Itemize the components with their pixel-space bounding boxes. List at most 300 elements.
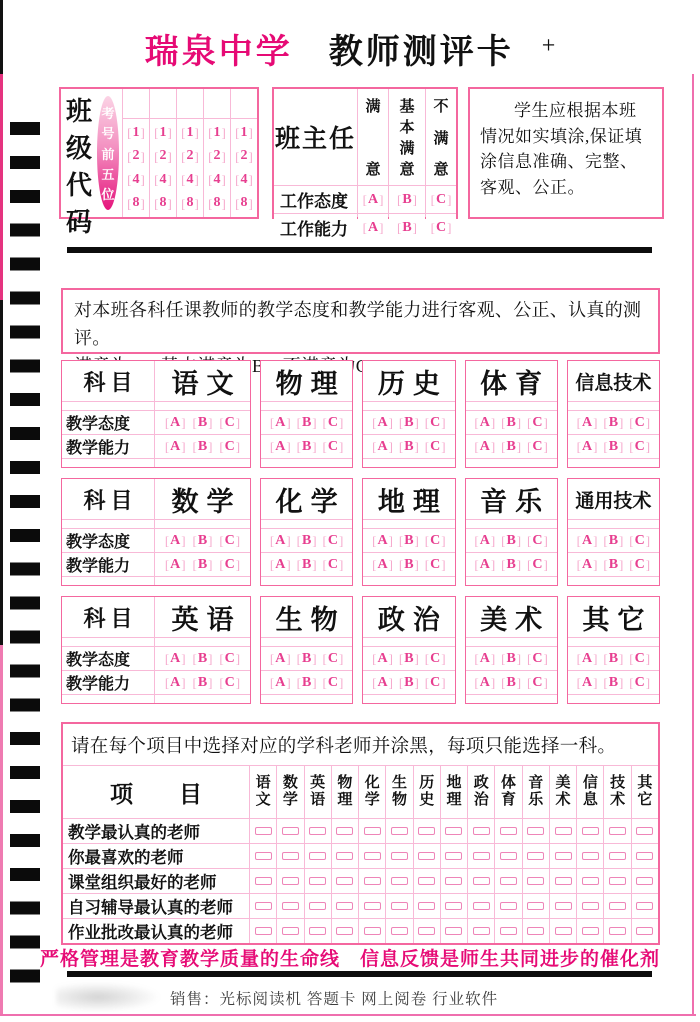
mark-bubble[interactable] — [636, 927, 653, 935]
class-code-label — [61, 89, 97, 237]
choice-cell — [386, 919, 412, 943]
subject-block-物理 — [260, 360, 353, 468]
mark-bubble[interactable] — [418, 852, 435, 860]
eval-bubble-A[interactable]: [ A ] — [576, 532, 598, 548]
mark-bubble[interactable] — [391, 902, 408, 910]
option-cell — [261, 671, 352, 694]
mark-bubble[interactable] — [391, 927, 408, 935]
eval-bubble-B[interactable]: [ B ] — [603, 532, 624, 548]
mark-bubble[interactable] — [555, 877, 572, 885]
mark-bubble[interactable] — [473, 927, 490, 935]
mark-bubble[interactable] — [336, 827, 353, 835]
subject-name: 物理 — [261, 361, 352, 401]
ht-row-label: 工作能力 — [274, 214, 357, 241]
eval-bubble-C[interactable]: [ C ] — [322, 414, 344, 430]
mark-bubble[interactable] — [527, 877, 544, 885]
eval-bubble-B[interactable]: [ B ] — [501, 438, 522, 454]
eval-bubble-A[interactable]: [ A ] — [372, 414, 393, 430]
subject-block-音乐 — [465, 478, 558, 586]
eval-bubble-C[interactable]: [ C ] — [424, 414, 446, 430]
choice-cell — [277, 869, 303, 893]
subject-block-美术 — [465, 596, 558, 704]
eval-bubble-A[interactable]: [ A ] — [372, 674, 393, 690]
eval-bubble-C[interactable]: [ C ] — [322, 650, 344, 666]
choice-cell — [468, 819, 494, 843]
subject-name: 历史 — [363, 361, 454, 401]
mark-bubble[interactable] — [418, 827, 435, 835]
eval-bubble-C[interactable]: [ C ] — [629, 414, 651, 430]
mark-bubble[interactable] — [391, 852, 408, 860]
choice-cell — [632, 894, 658, 918]
eval-bubble-C[interactable]: [ C ] — [322, 556, 344, 572]
char: 基 — [399, 99, 415, 115]
eval-bubble-B[interactable]: [ B ] — [192, 674, 213, 690]
mark-bubble[interactable] — [418, 877, 435, 885]
choice-cell — [386, 844, 412, 868]
eval-bubble-A[interactable]: [ A ] — [372, 532, 393, 548]
mark-bubble[interactable] — [255, 852, 272, 860]
mark-bubble[interactable] — [364, 927, 381, 935]
eval-bubble-C[interactable]: [ C ] — [424, 438, 446, 454]
eval-bubble-B[interactable]: [ B ] — [398, 532, 419, 548]
mark-bubble[interactable] — [255, 877, 272, 885]
head-teacher-title: 班主任 — [274, 89, 357, 185]
subject-block-英语 — [61, 596, 251, 704]
choice-cell — [495, 894, 521, 918]
spacer-cell — [62, 520, 154, 528]
mark-bubble[interactable] — [391, 877, 408, 885]
mark-bubble[interactable] — [309, 927, 326, 935]
code-bubble-1[interactable]: [ 1 ] — [181, 124, 199, 141]
code-bubble-8[interactable]: [ 8 ] — [181, 195, 199, 211]
choice-col-化学: 化学 — [359, 766, 385, 818]
spacer-cell — [568, 577, 659, 585]
eval-bubble-B[interactable]: [ B ] — [603, 438, 624, 454]
eval-bubble-A[interactable]: [ A ] — [269, 650, 291, 666]
mark-bubble[interactable] — [282, 827, 299, 835]
code-bubble-1[interactable]: [ 1 ] — [235, 124, 253, 141]
code-write-cell[interactable] — [231, 89, 257, 119]
mark-bubble[interactable] — [582, 927, 599, 935]
timing-marks-column — [10, 122, 40, 983]
choice-cell — [577, 819, 603, 843]
subject-block-通用技术 — [567, 478, 660, 586]
mark-bubble[interactable] — [555, 852, 572, 860]
school-name: 瑞泉中学 — [144, 34, 293, 71]
eval-bubble-C[interactable]: [ C ] — [424, 532, 446, 548]
choice-cell — [277, 919, 303, 943]
mark-bubble[interactable] — [609, 827, 626, 835]
subject-block-历史 — [362, 360, 455, 468]
code-bubble-1[interactable]: [ 1 ] — [154, 124, 172, 141]
choice-cell — [468, 869, 494, 893]
mark-bubble[interactable] — [364, 877, 381, 885]
choice-cell — [632, 844, 658, 868]
code-bubble-2[interactable]: [ 2 ] — [235, 148, 253, 164]
eval-bubble-B[interactable]: [ B ] — [296, 650, 317, 666]
choice-cell — [604, 819, 630, 843]
mark-bubble[interactable] — [364, 852, 381, 860]
subject-block-政治 — [362, 596, 455, 704]
eval-bubble-B[interactable]: [ B ] — [603, 674, 624, 690]
option-cell — [155, 435, 250, 458]
spacer-cell — [261, 520, 352, 528]
spacer-cell — [261, 459, 352, 467]
choice-cell — [604, 844, 630, 868]
subject-name: 美术 — [466, 597, 557, 637]
eval-bubble-C[interactable]: [ C ] — [629, 532, 651, 548]
mark-bubble[interactable] — [309, 852, 326, 860]
code-bubble-4[interactable]: [ 4 ] — [181, 171, 199, 188]
ht-bubble-C[interactable]: [ C ] — [430, 191, 452, 207]
eval-bubble-A[interactable]: [ A ] — [576, 556, 598, 572]
choice-cell — [577, 869, 603, 893]
eval-bubble-C[interactable]: [ C ] — [219, 556, 241, 572]
choice-cell — [550, 844, 576, 868]
choice-cell — [441, 919, 467, 943]
mark-bubble[interactable] — [527, 852, 544, 860]
eval-bubble-B[interactable]: [ B ] — [398, 438, 419, 454]
eval-bubble-A[interactable]: [ A ] — [164, 414, 186, 430]
spacer-cell — [363, 638, 454, 646]
eval-bubble-B[interactable]: [ B ] — [296, 438, 317, 454]
mark-bubble[interactable] — [500, 827, 517, 835]
choice-cell — [632, 919, 658, 943]
eval-bubble-C[interactable]: [ C ] — [527, 414, 548, 430]
mark-bubble[interactable] — [555, 927, 572, 935]
char: 级 — [65, 134, 92, 163]
mark-bubble[interactable] — [527, 827, 544, 835]
choice-cell — [523, 819, 549, 843]
mark-bubble[interactable] — [609, 877, 626, 885]
right-edge-line — [692, 74, 694, 1015]
mark-bubble[interactable] — [473, 902, 490, 910]
mark-bubble[interactable] — [364, 902, 381, 910]
code-bubble-2[interactable]: [ 2 ] — [181, 148, 199, 164]
eval-bubble-A[interactable]: [ A ] — [164, 556, 186, 572]
mark-bubble[interactable] — [445, 877, 462, 885]
spacer-cell — [568, 695, 659, 703]
choice-cell — [414, 894, 440, 918]
choice-cell — [332, 869, 358, 893]
eval-bubble-B[interactable]: [ B ] — [603, 650, 624, 666]
eval-bubble-A[interactable]: [ A ] — [576, 674, 598, 690]
ht-bubble-A[interactable]: [ A ] — [362, 191, 384, 207]
eval-bubble-C[interactable]: [ C ] — [527, 438, 548, 454]
code-write-cell[interactable] — [150, 89, 176, 119]
eval-bubble-C[interactable]: [ C ] — [629, 556, 651, 572]
option-cell — [363, 647, 454, 670]
spacer-cell — [568, 638, 659, 646]
mark-bubble[interactable] — [309, 902, 326, 910]
subject-corner-label: 科目 — [62, 361, 154, 401]
mark-bubble[interactable] — [336, 852, 353, 860]
eval-bubble-B[interactable]: [ B ] — [296, 556, 317, 572]
eval-bubble-B[interactable]: [ B ] — [398, 674, 419, 690]
eval-bubble-A[interactable]: [ A ] — [576, 438, 598, 454]
choice-cell — [495, 919, 521, 943]
mark-bubble[interactable] — [282, 877, 299, 885]
eval-bubble-A[interactable]: [ A ] — [164, 438, 186, 454]
eval-bubble-C[interactable]: [ C ] — [629, 438, 651, 454]
choice-cell — [441, 819, 467, 843]
mark-bubble[interactable] — [500, 877, 517, 885]
choice-col-数学: 数学 — [277, 766, 303, 818]
mark-bubble[interactable] — [473, 852, 490, 860]
mark-bubble[interactable] — [636, 827, 653, 835]
mark-bubble[interactable] — [336, 902, 353, 910]
spacer-cell — [363, 695, 454, 703]
choice-cell — [386, 894, 412, 918]
code-digits — [231, 119, 257, 217]
mark-bubble[interactable] — [445, 927, 462, 935]
eval-bubble-A[interactable]: [ A ] — [164, 532, 186, 548]
eval-bubble-C[interactable]: [ C ] — [219, 532, 241, 548]
mark-bubble[interactable] — [527, 927, 544, 935]
mark-bubble[interactable] — [309, 877, 326, 885]
eval-bubble-B[interactable]: [ B ] — [501, 650, 522, 666]
subject-name: 其它 — [568, 597, 659, 637]
mark-bubble[interactable] — [282, 927, 299, 935]
choice-cell — [250, 844, 276, 868]
eval-bubble-B[interactable]: [ B ] — [501, 674, 522, 690]
eval-bubble-B[interactable]: [ B ] — [192, 650, 213, 666]
eval-bubble-C[interactable]: [ C ] — [424, 556, 446, 572]
eval-bubble-A[interactable]: [ A ] — [372, 650, 393, 666]
code-bubble-1[interactable]: [ 1 ] — [208, 124, 226, 141]
mark-bubble[interactable] — [473, 877, 490, 885]
class-code-columns — [122, 89, 257, 217]
mark-bubble[interactable] — [555, 827, 572, 835]
mark-bubble[interactable] — [582, 827, 599, 835]
mark-bubble[interactable] — [255, 827, 272, 835]
separator-bar-top — [67, 247, 652, 253]
ht-col-header-3 — [426, 89, 456, 185]
mark-bubble[interactable] — [309, 827, 326, 835]
choice-cell — [305, 844, 331, 868]
choice-cell — [523, 919, 549, 943]
option-cell — [155, 671, 250, 694]
code-bubble-2[interactable]: [ 2 ] — [127, 148, 145, 164]
eval-bubble-C[interactable]: [ C ] — [219, 438, 241, 454]
spacer-cell — [62, 638, 154, 646]
choice-cell — [523, 844, 549, 868]
choice-row-label: 课堂组织最好的老师 — [63, 869, 249, 893]
eval-bubble-A[interactable]: [ A ] — [474, 650, 496, 666]
eval-bubble-A[interactable]: [ A ] — [269, 438, 291, 454]
eval-bubble-A[interactable]: [ A ] — [372, 556, 393, 572]
eval-bubble-C[interactable]: [ C ] — [322, 674, 344, 690]
footer-text: 销售：光标阅读机 答题卡 网上阅卷 行业软件 — [170, 991, 499, 1008]
eval-bubble-C[interactable]: [ C ] — [629, 650, 651, 666]
mark-bubble[interactable] — [445, 852, 462, 860]
code-bubble-4[interactable]: [ 4 ] — [235, 171, 253, 188]
eval-bubble-A[interactable]: [ A ] — [164, 650, 186, 666]
eval-bubble-B[interactable]: [ B ] — [501, 532, 522, 548]
mark-bubble[interactable] — [445, 827, 462, 835]
code-digits — [204, 119, 230, 217]
choice-cell — [468, 894, 494, 918]
subject-block-化学 — [260, 478, 353, 586]
eval-bubble-C[interactable]: [ C ] — [219, 650, 241, 666]
code-bubble-4[interactable]: [ 4 ] — [208, 171, 226, 188]
code-bubble-8[interactable]: [ 8 ] — [127, 195, 145, 211]
mark-bubble[interactable] — [582, 877, 599, 885]
eval-bubble-A[interactable]: [ A ] — [372, 438, 393, 454]
eval-bubble-C[interactable]: [ C ] — [629, 674, 651, 690]
eval-bubble-C[interactable]: [ C ] — [527, 650, 548, 666]
eval-bubble-B[interactable]: [ B ] — [398, 414, 419, 430]
eval-bubble-C[interactable]: [ C ] — [322, 438, 344, 454]
code-bubble-2[interactable]: [ 2 ] — [208, 148, 226, 164]
choice-col-物理: 物理 — [332, 766, 358, 818]
eval-bubble-C[interactable]: [ C ] — [219, 674, 241, 690]
code-write-cell[interactable] — [204, 89, 230, 119]
mark-bubble[interactable] — [255, 902, 272, 910]
char: 本 — [399, 120, 415, 136]
spacer-cell — [363, 402, 454, 410]
choice-cell — [414, 919, 440, 943]
subject-name: 信息技术 — [568, 361, 659, 401]
subject-block-地理 — [362, 478, 455, 586]
eval-bubble-A[interactable]: [ A ] — [474, 414, 496, 430]
choice-col-生物: 生物 — [386, 766, 412, 818]
subject-name: 语文 — [155, 361, 250, 401]
eval-bubble-C[interactable]: [ C ] — [219, 414, 241, 430]
eval-bubble-B[interactable]: [ B ] — [192, 556, 213, 572]
eval-bubble-B[interactable]: [ B ] — [603, 556, 624, 572]
eval-bubble-A[interactable]: [ A ] — [474, 438, 496, 454]
mark-bubble[interactable] — [636, 902, 653, 910]
eval-bubble-C[interactable]: [ C ] — [424, 650, 446, 666]
eval-bubble-B[interactable]: [ B ] — [501, 556, 522, 572]
mark-bubble[interactable] — [555, 902, 572, 910]
eval-bubble-B[interactable]: [ B ] — [192, 414, 213, 430]
eval-bubble-B[interactable]: [ B ] — [192, 532, 213, 548]
eval-bubble-C[interactable]: [ C ] — [527, 556, 548, 572]
mark-bubble[interactable] — [282, 852, 299, 860]
mark-bubble[interactable] — [336, 877, 353, 885]
eval-row-label: 教学态度 — [62, 411, 154, 434]
eval-bubble-A[interactable]: [ A ] — [269, 414, 291, 430]
code-column-2 — [150, 89, 176, 217]
code-bubble-4[interactable]: [ 4 ] — [127, 171, 145, 188]
spacer-cell — [155, 520, 250, 528]
mark-bubble[interactable] — [636, 877, 653, 885]
spacer-cell — [62, 459, 154, 467]
eval-bubble-A[interactable]: [ A ] — [164, 674, 186, 690]
choice-cell — [359, 819, 385, 843]
subject-band-3 — [61, 596, 660, 704]
eval-bubble-B[interactable]: [ B ] — [501, 414, 522, 430]
option-cell — [568, 435, 659, 458]
mark-bubble[interactable] — [609, 902, 626, 910]
option-cell — [261, 553, 352, 576]
subject-name: 数学 — [155, 479, 250, 519]
choice-col-历史: 历史 — [414, 766, 440, 818]
eval-bubble-A[interactable]: [ A ] — [576, 650, 598, 666]
eval-bubble-A[interactable]: [ A ] — [474, 532, 496, 548]
eval-bubble-C[interactable]: [ C ] — [527, 532, 548, 548]
char: 五 — [101, 166, 115, 182]
mark-bubble[interactable] — [500, 927, 517, 935]
mark-bubble[interactable] — [336, 927, 353, 935]
ht-bubble-C[interactable]: [ C ] — [430, 219, 452, 235]
char: 意 — [433, 162, 449, 178]
eval-bubble-C[interactable]: [ C ] — [322, 532, 344, 548]
eval-bubble-B[interactable]: [ B ] — [296, 674, 317, 690]
watermark-smudge — [56, 982, 161, 1012]
eval-bubble-B[interactable]: [ B ] — [398, 556, 419, 572]
choice-cell — [277, 894, 303, 918]
eval-bubble-A[interactable]: [ A ] — [474, 674, 496, 690]
eval-bubble-B[interactable]: [ B ] — [192, 438, 213, 454]
eval-bubble-B[interactable]: [ B ] — [603, 414, 624, 430]
code-write-cell[interactable] — [123, 89, 149, 119]
choice-section-box — [61, 722, 660, 945]
eval-bubble-A[interactable]: [ A ] — [474, 556, 496, 572]
choice-cell — [495, 869, 521, 893]
mark-bubble[interactable] — [582, 852, 599, 860]
code-bubble-8[interactable]: [ 8 ] — [208, 195, 226, 211]
eval-bubble-A[interactable]: [ A ] — [269, 556, 291, 572]
mark-bubble[interactable] — [609, 927, 626, 935]
ht-bubble-B[interactable]: [ B ] — [396, 191, 418, 207]
mark-bubble[interactable] — [255, 927, 272, 935]
mark-bubble[interactable] — [282, 902, 299, 910]
eval-bubble-C[interactable]: [ C ] — [424, 674, 446, 690]
option-cell — [466, 647, 557, 670]
choice-cell — [523, 869, 549, 893]
ht-bubble-A[interactable]: [ A ] — [362, 219, 384, 235]
choice-cell — [250, 819, 276, 843]
eval-bubble-A[interactable]: [ A ] — [269, 674, 291, 690]
mark-bubble[interactable] — [418, 902, 435, 910]
mark-bubble[interactable] — [636, 852, 653, 860]
mark-bubble[interactable] — [582, 902, 599, 910]
eval-bubble-B[interactable]: [ B ] — [296, 532, 317, 548]
code-bubble-8[interactable]: [ 8 ] — [154, 195, 172, 211]
eval-bubble-B[interactable]: [ B ] — [296, 414, 317, 430]
mark-bubble[interactable] — [418, 927, 435, 935]
ht-bubble-B[interactable]: [ B ] — [396, 219, 418, 235]
mark-bubble[interactable] — [500, 902, 517, 910]
option-cell — [155, 553, 250, 576]
mark-bubble[interactable] — [391, 827, 408, 835]
mark-bubble[interactable] — [473, 827, 490, 835]
code-bubble-4[interactable]: [ 4 ] — [154, 171, 172, 188]
main-instruction-box — [61, 288, 660, 354]
eval-bubble-B[interactable]: [ B ] — [398, 650, 419, 666]
code-write-cell[interactable] — [177, 89, 203, 119]
eval-bubble-A[interactable]: [ A ] — [576, 414, 598, 430]
choice-cell — [468, 844, 494, 868]
eval-bubble-A[interactable]: [ A ] — [269, 532, 291, 548]
eval-bubble-C[interactable]: [ C ] — [527, 674, 548, 690]
code-bubble-2[interactable]: [ 2 ] — [154, 148, 172, 164]
code-bubble-8[interactable]: [ 8 ] — [235, 195, 253, 211]
choice-cell — [441, 894, 467, 918]
code-bubble-1[interactable]: [ 1 ] — [127, 124, 145, 141]
mark-bubble[interactable] — [500, 852, 517, 860]
mark-bubble[interactable] — [527, 902, 544, 910]
mark-bubble[interactable] — [364, 827, 381, 835]
char: 满 — [399, 141, 415, 157]
spacer-cell — [261, 577, 352, 585]
mark-bubble[interactable] — [609, 852, 626, 860]
mark-bubble[interactable] — [445, 902, 462, 910]
choice-cell — [359, 844, 385, 868]
